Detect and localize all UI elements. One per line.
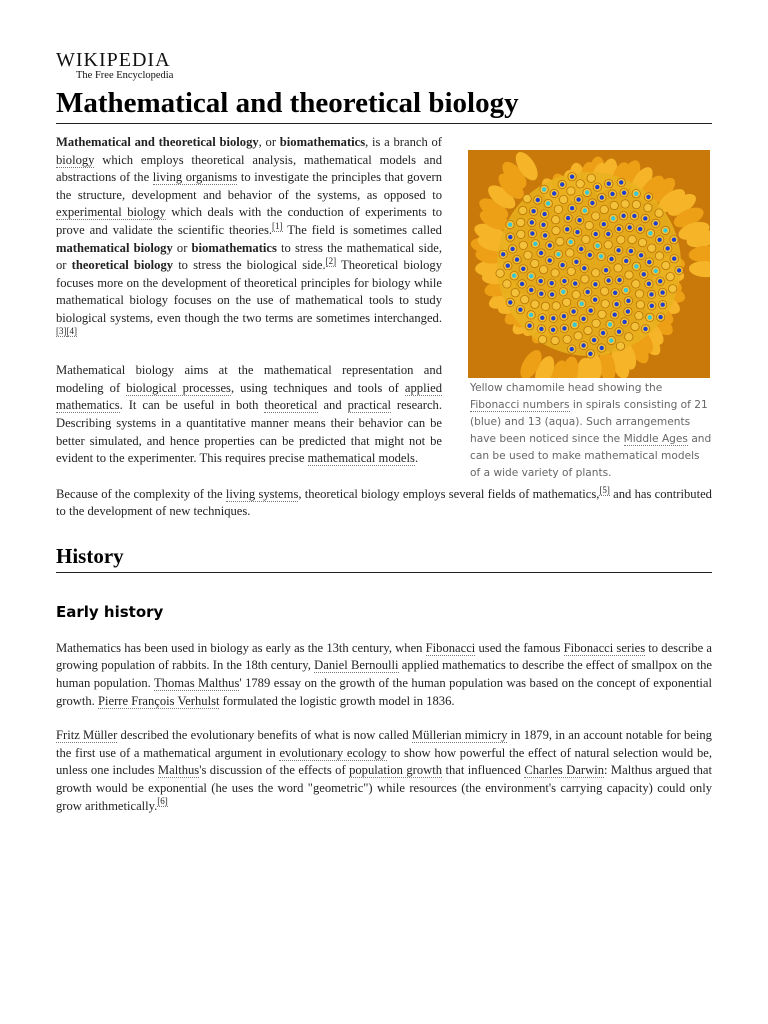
spiral-dot — [639, 253, 643, 257]
infobox-figure — [468, 150, 712, 482]
spiral-dot — [589, 308, 593, 312]
floret — [523, 194, 531, 202]
spiral-dot — [626, 299, 630, 303]
history-paragraph-2 — [56, 727, 712, 815]
text: to describe a growing population of rabbits. In the 18th century, — [56, 640, 713, 673]
spiral-dot — [573, 281, 577, 285]
spiral-dot — [638, 227, 642, 231]
spiral-dot — [562, 326, 566, 330]
floret — [584, 326, 592, 334]
text: which employs theoretical analysis, mathematical models and abstractions of the — [56, 152, 442, 185]
link-fibonacci-series[interactable]: Fibonacci series — [563, 640, 646, 655]
spiral-dot — [556, 252, 560, 256]
page-title: Mathematical and theoretical biology — [56, 86, 712, 124]
spiral-dot — [539, 327, 543, 331]
text: . It can be useful in both — [119, 398, 265, 413]
text: and — [317, 398, 348, 413]
floret — [592, 212, 600, 220]
citation-4[interactable]: [4] — [66, 326, 77, 337]
spiral-dot — [611, 216, 615, 220]
link-population-growth[interactable]: population growth — [349, 763, 443, 778]
citation-5[interactable]: [5] — [599, 484, 610, 495]
spiral-dot — [647, 282, 651, 286]
text: research. Describing systems in a quantitative manner means their behavior can be better simulated, and hence properties can be predicted that might not be evident to the experimenter. This requires precise — [56, 398, 442, 466]
wikipedia-logo[interactable] — [56, 50, 712, 82]
text: to show how powerful the effect of natural selection would be, unless one includes — [56, 745, 713, 778]
bold-term: mathematical biology — [56, 240, 173, 255]
floret — [539, 265, 547, 273]
floret — [601, 300, 609, 308]
spiral-dot — [540, 316, 544, 320]
floret — [635, 290, 643, 298]
figure-caption — [468, 380, 712, 482]
spiral-dot — [619, 180, 623, 184]
spiral-dot — [602, 222, 606, 226]
spiral-dot — [610, 192, 614, 196]
floret — [559, 195, 567, 203]
logo-tagline: The Free Encyclopedia — [76, 70, 174, 81]
link-theoretical[interactable]: theoretical — [264, 398, 318, 413]
spiral-dot — [646, 195, 650, 199]
floret — [628, 235, 636, 243]
spiral-dot — [595, 244, 599, 248]
spiral-dot — [543, 233, 547, 237]
floret — [587, 174, 595, 182]
spiral-dot — [539, 292, 543, 296]
spiral-dot — [648, 231, 652, 235]
spiral-dot — [541, 223, 545, 227]
spiral-dot — [613, 313, 617, 317]
spiral-dot — [529, 288, 533, 292]
text: , is a branch of — [365, 135, 442, 149]
link-applied-mathematics[interactable]: applied mathematics — [56, 380, 442, 413]
text: Theoretical biology focuses more on the development of theoretical principles for biology while mathematical biology focuses on the use of mathematical tools to study biological systems, even though the two terms are sometimes interchanged. — [56, 258, 442, 325]
spiral-dot — [581, 343, 585, 347]
spiral-dot — [530, 231, 534, 235]
spiral-dot — [626, 309, 630, 313]
text: : Malthus argued that growth would be exponential (he uses the word "geometric") while resources (the environment's carrying capacity) could only grow arithmetically. — [56, 763, 712, 813]
text: and has contributed to the development of new techniques. — [56, 486, 712, 519]
spiral-dot — [565, 227, 569, 231]
spiral-dot — [551, 316, 555, 320]
section-heading-history: History — [56, 544, 712, 573]
floret — [511, 289, 519, 297]
text: The field is sometimes called — [282, 222, 442, 237]
spiral-dot — [548, 243, 552, 247]
floret — [531, 300, 539, 308]
spiral-dot — [650, 304, 654, 308]
spiral-dot — [501, 252, 505, 256]
spiral-dot — [672, 238, 676, 242]
spiral-dot — [658, 279, 662, 283]
spiral-dot — [658, 315, 662, 319]
floret — [604, 241, 612, 249]
floret — [538, 335, 546, 343]
bold-term: biomathematics — [279, 135, 366, 149]
link-fibonacci-numbers[interactable]: Fibonacci numbers — [470, 399, 570, 411]
spiral-dot — [561, 290, 565, 294]
spiral-dot — [548, 258, 552, 262]
floret — [636, 301, 644, 309]
spiral-dot — [510, 247, 514, 251]
spiral-dot — [515, 257, 519, 261]
link-living-organisms[interactable]: living organisms — [152, 170, 238, 185]
text: , or — [258, 135, 280, 149]
link-evolutionary-ecology[interactable]: evolutionary ecology — [279, 745, 387, 760]
link-malthus[interactable]: Malthus — [157, 763, 200, 778]
floret — [617, 236, 625, 244]
spiral-dot — [521, 267, 525, 271]
logo-wordmark: WIKIPEDIA — [56, 49, 171, 71]
text: Yellow chamomile head showing the — [470, 382, 663, 394]
floret — [621, 200, 629, 208]
spiral-dot — [577, 218, 581, 222]
floret — [625, 271, 633, 279]
spiral-dot — [520, 282, 524, 286]
chamomile-image[interactable] — [468, 150, 710, 378]
spiral-dot — [593, 298, 597, 302]
intro-paragraph-3 — [56, 486, 712, 521]
link-biological-processes[interactable]: biological processes — [126, 380, 231, 395]
spiral-dot — [616, 248, 620, 252]
floret — [631, 322, 639, 330]
spiral-dot — [542, 187, 546, 191]
floret — [600, 287, 608, 295]
spiral-dot — [573, 323, 577, 327]
spiral-dot — [529, 313, 533, 317]
text: Mathematics has been used in biology as early as the 13th century, when — [56, 640, 426, 655]
floret — [625, 333, 633, 341]
floret — [519, 206, 527, 214]
spiral-dot — [571, 309, 575, 313]
text: ' 1789 essay on the growth of the human population was based on the concept of exponential growth. — [56, 676, 712, 708]
spiral-dot — [550, 292, 554, 296]
floret — [554, 205, 562, 213]
floret — [592, 319, 600, 327]
floret — [567, 267, 575, 275]
spiral-dot — [654, 221, 658, 225]
floret — [562, 298, 570, 306]
text: formulated the logistic growth model in 1836. — [219, 693, 455, 708]
spiral-dot — [647, 260, 651, 264]
floret — [655, 209, 663, 217]
floret — [531, 259, 539, 267]
floret — [600, 205, 608, 213]
text: and can be used to make mathematical models of a wide variety of plants. — [470, 433, 712, 479]
floret — [551, 269, 559, 277]
spiral-dot — [622, 191, 626, 195]
floret — [635, 312, 643, 320]
floret — [632, 200, 640, 208]
link-pierre-francois-verhulst[interactable]: Pierre François Verhulst — [97, 693, 220, 708]
spiral-dot — [569, 240, 573, 244]
text: , theoretical biology employs several fields of mathematics, — [298, 486, 600, 501]
floret — [563, 335, 571, 343]
spiral-dot — [672, 257, 676, 261]
floret — [503, 280, 511, 288]
spiral-dot — [551, 328, 555, 332]
spiral-dot — [648, 315, 652, 319]
spiral-dot — [624, 288, 628, 292]
text: in spirals consisting of 21 (blue) and 13 (aqua). Such arrangements have been noticed since the — [470, 399, 708, 445]
spiral-dot — [560, 182, 564, 186]
text: in 1879, in an account notable for being the first use of a mathematical argument in — [56, 728, 712, 760]
spiral-dot — [600, 346, 604, 350]
floret — [592, 269, 600, 277]
link-thomas-malthus[interactable]: Thomas Malthus — [154, 676, 240, 691]
spiral-dot — [606, 232, 610, 236]
spiral-dot — [506, 264, 510, 268]
link-fritz-muller[interactable]: Fritz Müller — [56, 728, 118, 743]
text: Because of the complexity of the — [56, 486, 226, 501]
spiral-dot — [666, 246, 670, 250]
floret — [566, 249, 574, 257]
spiral-dot — [628, 225, 632, 229]
floret — [655, 252, 663, 260]
floret — [517, 230, 525, 238]
floret — [581, 275, 589, 283]
floret — [496, 269, 504, 277]
text: to stress the biological side. — [173, 258, 326, 273]
spiral-dot — [634, 192, 638, 196]
spiral-dot — [592, 338, 596, 342]
text: Mathematical biology aims at the mathematical representation and modeling of — [56, 363, 442, 395]
spiral-dot — [593, 282, 597, 286]
intro-paragraph-1 — [56, 134, 442, 345]
intro-paragraph-2 — [56, 362, 442, 468]
spiral-dot — [661, 303, 665, 307]
spiral-dot — [632, 214, 636, 218]
floret — [669, 285, 677, 293]
spiral-dot — [530, 220, 534, 224]
bold-term: theoretical biology — [71, 258, 174, 273]
text: , using techniques and tools of — [230, 380, 405, 395]
spiral-dot — [634, 264, 638, 268]
spiral-dot — [604, 268, 608, 272]
floret — [598, 310, 606, 318]
floret — [585, 221, 593, 229]
spiral-dot — [643, 327, 647, 331]
citation-3[interactable]: [3] — [56, 326, 67, 337]
spiral-dot — [539, 251, 543, 255]
spiral-dot — [624, 259, 628, 263]
spiral-dot — [581, 317, 585, 321]
spiral-dot — [657, 238, 661, 242]
floret — [614, 264, 622, 272]
link-experimental-biology[interactable]: experimental biology — [56, 205, 166, 220]
spiral-dot — [575, 230, 579, 234]
spiral-dot — [599, 254, 603, 258]
spiral-dot — [642, 272, 646, 276]
spiral-dot — [649, 292, 653, 296]
citation-6[interactable]: [6] — [157, 796, 168, 807]
link-practical[interactable]: practical — [347, 398, 391, 413]
spiral-dot — [677, 268, 681, 272]
spiral-dot — [660, 290, 664, 294]
link-mathematical-models[interactable]: mathematical models — [307, 451, 415, 466]
spiral-dot — [539, 279, 543, 283]
spiral-dot — [588, 352, 592, 356]
spiral-dot — [536, 198, 540, 202]
text: or — [172, 240, 192, 255]
spiral-dot — [607, 182, 611, 186]
bold-term: Mathematical and theoretical biology — [56, 135, 259, 149]
floret — [616, 342, 624, 350]
page — [56, 50, 712, 815]
text: 's discussion of the effects of — [199, 763, 350, 778]
spiral-dot — [580, 302, 584, 306]
floret — [644, 204, 652, 212]
floret — [610, 201, 618, 209]
subsection-heading-early-history: Early history — [56, 602, 164, 621]
spiral-dot — [583, 208, 587, 212]
floret — [552, 226, 560, 234]
spiral-dot — [542, 212, 546, 216]
text: to stress the mathematical side, or — [56, 240, 442, 273]
spiral-dot — [622, 320, 626, 324]
spiral-dot — [608, 322, 612, 326]
floret — [666, 272, 674, 280]
spiral-dot — [586, 290, 590, 294]
floret — [541, 302, 549, 310]
text: applied mathematics to describe the effect of smallpox on the human population. — [56, 658, 712, 691]
text: to investigate the principles that govern the structure, development and behavior of the systems, as opposed to — [56, 170, 442, 202]
spiral-dot — [609, 338, 613, 342]
bold-term: biomathematics — [191, 240, 277, 255]
text: used the famous — [475, 640, 564, 655]
spiral-dot — [594, 232, 598, 236]
link-middle-ages[interactable]: Middle Ages — [623, 433, 688, 445]
citation-2[interactable]: [2] — [325, 255, 337, 266]
text: that influenced — [442, 763, 525, 778]
spiral-dot — [617, 278, 621, 282]
floret — [567, 187, 575, 195]
floret — [632, 280, 640, 288]
floret — [552, 302, 560, 310]
link-charles-darwin[interactable]: Charles Darwin — [524, 763, 605, 778]
spiral-dot — [609, 257, 613, 261]
spiral-dot — [531, 209, 535, 213]
floret — [576, 180, 584, 188]
spiral-dot — [562, 314, 566, 318]
spiral-dot — [562, 279, 566, 283]
spiral-dot — [579, 247, 583, 251]
spiral-dot — [508, 222, 512, 226]
spiral-dot — [570, 206, 574, 210]
spiral-dot — [588, 253, 592, 257]
spiral-dot — [585, 190, 589, 194]
spiral-dot — [613, 291, 617, 295]
floret — [521, 295, 529, 303]
floret — [519, 241, 527, 249]
floret — [574, 332, 582, 340]
spiral-dot — [614, 302, 618, 306]
spiral-dot — [606, 278, 610, 282]
spiral-dot — [570, 175, 574, 179]
spiral-dot — [529, 274, 533, 278]
link-mullerian-mimicry[interactable]: Müllerian mimicry — [411, 728, 508, 743]
spiral-dot — [629, 249, 633, 253]
link-biology[interactable]: biology — [56, 152, 95, 167]
spiral-dot — [518, 308, 522, 312]
floret — [662, 261, 670, 269]
spiral-dot — [621, 214, 625, 218]
spiral-dot — [601, 331, 605, 335]
spiral-dot — [560, 263, 564, 267]
spiral-dot — [654, 269, 658, 273]
floret — [638, 238, 646, 246]
spiral-dot — [574, 260, 578, 264]
spiral-dot — [508, 300, 512, 304]
citation-1[interactable]: [1] — [272, 220, 283, 231]
spiral-dot — [595, 185, 599, 189]
spiral-dot — [576, 197, 580, 201]
spiral-dot — [546, 201, 550, 205]
floret — [572, 291, 580, 299]
floret — [517, 218, 525, 226]
spiral-dot — [566, 216, 570, 220]
floret — [524, 251, 532, 259]
spiral-dot — [582, 266, 586, 270]
spiral-dot — [508, 235, 512, 239]
spiral-dot — [527, 324, 531, 328]
text: . — [414, 451, 419, 466]
link-daniel-bernoulli[interactable]: Daniel Bernoulli — [314, 658, 399, 673]
link-fibonacci[interactable]: Fibonacci — [425, 640, 476, 655]
spiral-dot — [533, 242, 537, 246]
spiral-dot — [643, 216, 647, 220]
spiral-dot — [600, 195, 604, 199]
spiral-dot — [552, 191, 556, 195]
text: described the evolutionary benefits of what is now called — [117, 728, 412, 743]
floret — [648, 244, 656, 252]
floret — [582, 235, 590, 243]
spiral-dot — [512, 274, 516, 278]
spiral-dot — [663, 228, 667, 232]
floret — [551, 336, 559, 344]
link-living-systems[interactable]: living systems — [225, 486, 299, 501]
spiral-dot — [550, 281, 554, 285]
spiral-dot — [617, 227, 621, 231]
spiral-dot — [570, 347, 574, 351]
history-paragraph-1 — [56, 640, 712, 710]
floret — [556, 237, 564, 245]
spiral-dot — [617, 330, 621, 334]
spiral-dot — [590, 201, 594, 205]
floret — [552, 216, 560, 224]
text: which deals with the conduction of experiments to prove and validate the scientific theories. — [56, 205, 442, 237]
